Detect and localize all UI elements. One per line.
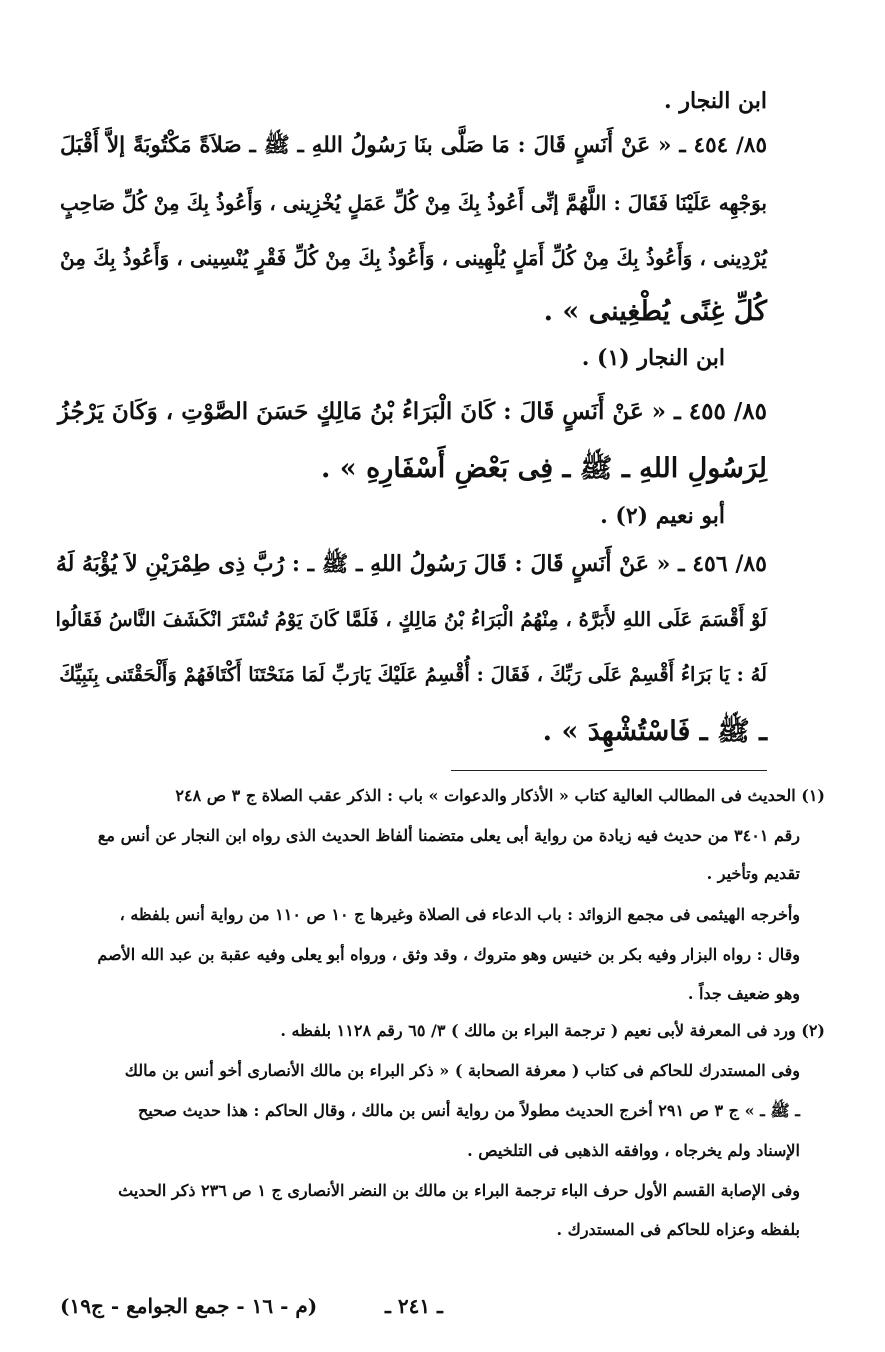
hadith-text-line: لَهُ : يَا بَرَاءُ أَقْسِمْ عَلَى رَبِّكَ ، فَقَالَ : أُقْسِمُ عَلَيْكَ يَارَبِّ لَمَا مَنَحْتَنَا أَكْتَافَهُمْ وَأَلْحَقْتَنى بِنَبِيِّكَ (59, 663, 767, 686)
hadith-text-line: ٨٥/ ٤٥٦ ـ « عَنْ أَنَسٍ قَالَ : قَالَ رَسُولُ اللهِ ـ ﷺ ـ : رُبَّ ذِى طِمْرَيْنِ لاَ يُؤْبَهُ لَهُ (55, 551, 767, 577)
source-line: ابن النجار (١) . (581, 345, 725, 371)
hadith-text-line: يُرْدِينى ، وَأَعُوذُ بِكَ مِنْ كُلِّ أَمَلٍ يُلْهِينى ، وَأَعُوذُ بِكَ مِنْ كُلِّ فَقْرٍ يُنْسِينى ، وَأَعُوذُ بِكَ مِنْ (60, 246, 767, 270)
hadith-text-line: لِرَسُولِ اللهِ ـ ﷺ ـ فِى بَعْضِ أَسْفَارِهِ » . (321, 453, 767, 484)
page-number: ـ ٢٤١ ـ (385, 1294, 443, 1318)
footnote-line: (٢) ورد فى المعرفة لأبى نعيم ( ترجمة البراء بن مالك ) ٣/ ٦٥ رقم ١١٢٨ بلفظه . (280, 1021, 825, 1040)
hadith-text-line: كُلِّ غِنًى يُطْغِينى » . (543, 296, 767, 327)
volume-reference: (م - ١٦ - جمع الجوامع - ج١٩) (60, 1294, 318, 1318)
footnote-line: بلفظه وعزاه للحاكم فى المستدرك . (556, 1220, 800, 1239)
footnote-line: وأخرجه الهيثمى فى مجمع الزوائد : باب الدعاء فى الصلاة وغيرها ج ١٠ ص ١١٠ من رواية أنس بلفظه ، (119, 905, 800, 924)
footnote-line: (١) الحديث فى المطالب العالية كتاب « الأذكار والدعوات » باب : الذكر عقب الصلاة ج ٣ ص ٢٤٨ (175, 786, 825, 805)
footnote-separator (451, 770, 767, 771)
footnote-line: تقديم وتأخير . (706, 864, 800, 883)
footnote-line: رقم ٣٤٠١ من حديث فيه زيادة من رواية أبى يعلى متضمنا ألفاظ الحديث الذى رواه ابن النجار عن أنس مع (97, 826, 800, 845)
source-line: ابن النجار . (664, 88, 767, 114)
source-line: أبو نعيم (٢) . (600, 503, 725, 529)
hadith-text-line: لَوْ أَقْسَمَ عَلَى اللهِ لأَبَرَّهُ ، مِنْهُمُ الْبَرَاءُ بْنُ مَالِكٍ ، فَلَمَّا كَانَ يَوْمُ تُسْتَرَ انْكَشَفَ النَّاسُ فَقَالُوا (55, 608, 767, 631)
hadith-text-line: بوَجْهِه عَلَيْنَا فَقَالَ : اللَّهُمَّ إنِّى أَعُوذُ بِكَ مِنْ كُلِّ عَمَلٍ يُخْزِينى ، وَأَعُوذُ بِكَ مِنْ كُلِّ صَاحِبٍ (60, 191, 767, 215)
hadith-text-line: ٨٥/ ٤٥٥ ـ « عَنْ أَنَسٍ قَالَ : كَانَ الْبَرَاءُ بْنُ مَالِكٍ حَسَنَ الصَّوْتِ ، وَكَانَ يَرْجُزُ (57, 398, 767, 425)
footnote-line: وقال : رواه البزار وفيه بكر بن خنيس وهو متروك ، وقد وثق ، ورواه أبو يعلى وفيه عقبة بن عبد الله الأصم (97, 945, 800, 964)
hadith-text-line: ٨٥/ ٤٥٤ ـ « عَنْ أَنَسٍ قَالَ : مَا صَلَّى بنَا رَسُولُ اللهِ ـ ﷺ ـ صَلاَةً مَكْتُوبَةً إلاَّ أَقْبَلَ (60, 133, 767, 158)
footnote-line: وفى الإصابة القسم الأول حرف الباء ترجمة البراء بن مالك بن النضر الأنصارى ج ١ ص ٢٣٦ ذكر الحديث (118, 1181, 800, 1200)
footnote-line: وهو ضعيف جداً . (687, 984, 800, 1003)
hadith-text-line: ـ ﷺ ـ فَاسْتُشْهِدَ » . (542, 716, 767, 747)
footnote-line: الإسناد ولم يخرجاه ، ووافقه الذهبى فى التلخيص . (467, 1141, 800, 1160)
footnote-line: وفى المستدرك للحاكم فى كتاب ( معرفة الصحابة ) « ذكر البراء بن مالك الأنصارى أخو أنس بن مالك (124, 1061, 800, 1080)
footnote-line: ـ ﷺ ـ » ج ٣ ص ٢٩١ أخرج الحديث مطولاً من رواية أنس بن مالك ، وقال الحاكم : هذا حديث صحيح (137, 1101, 800, 1120)
